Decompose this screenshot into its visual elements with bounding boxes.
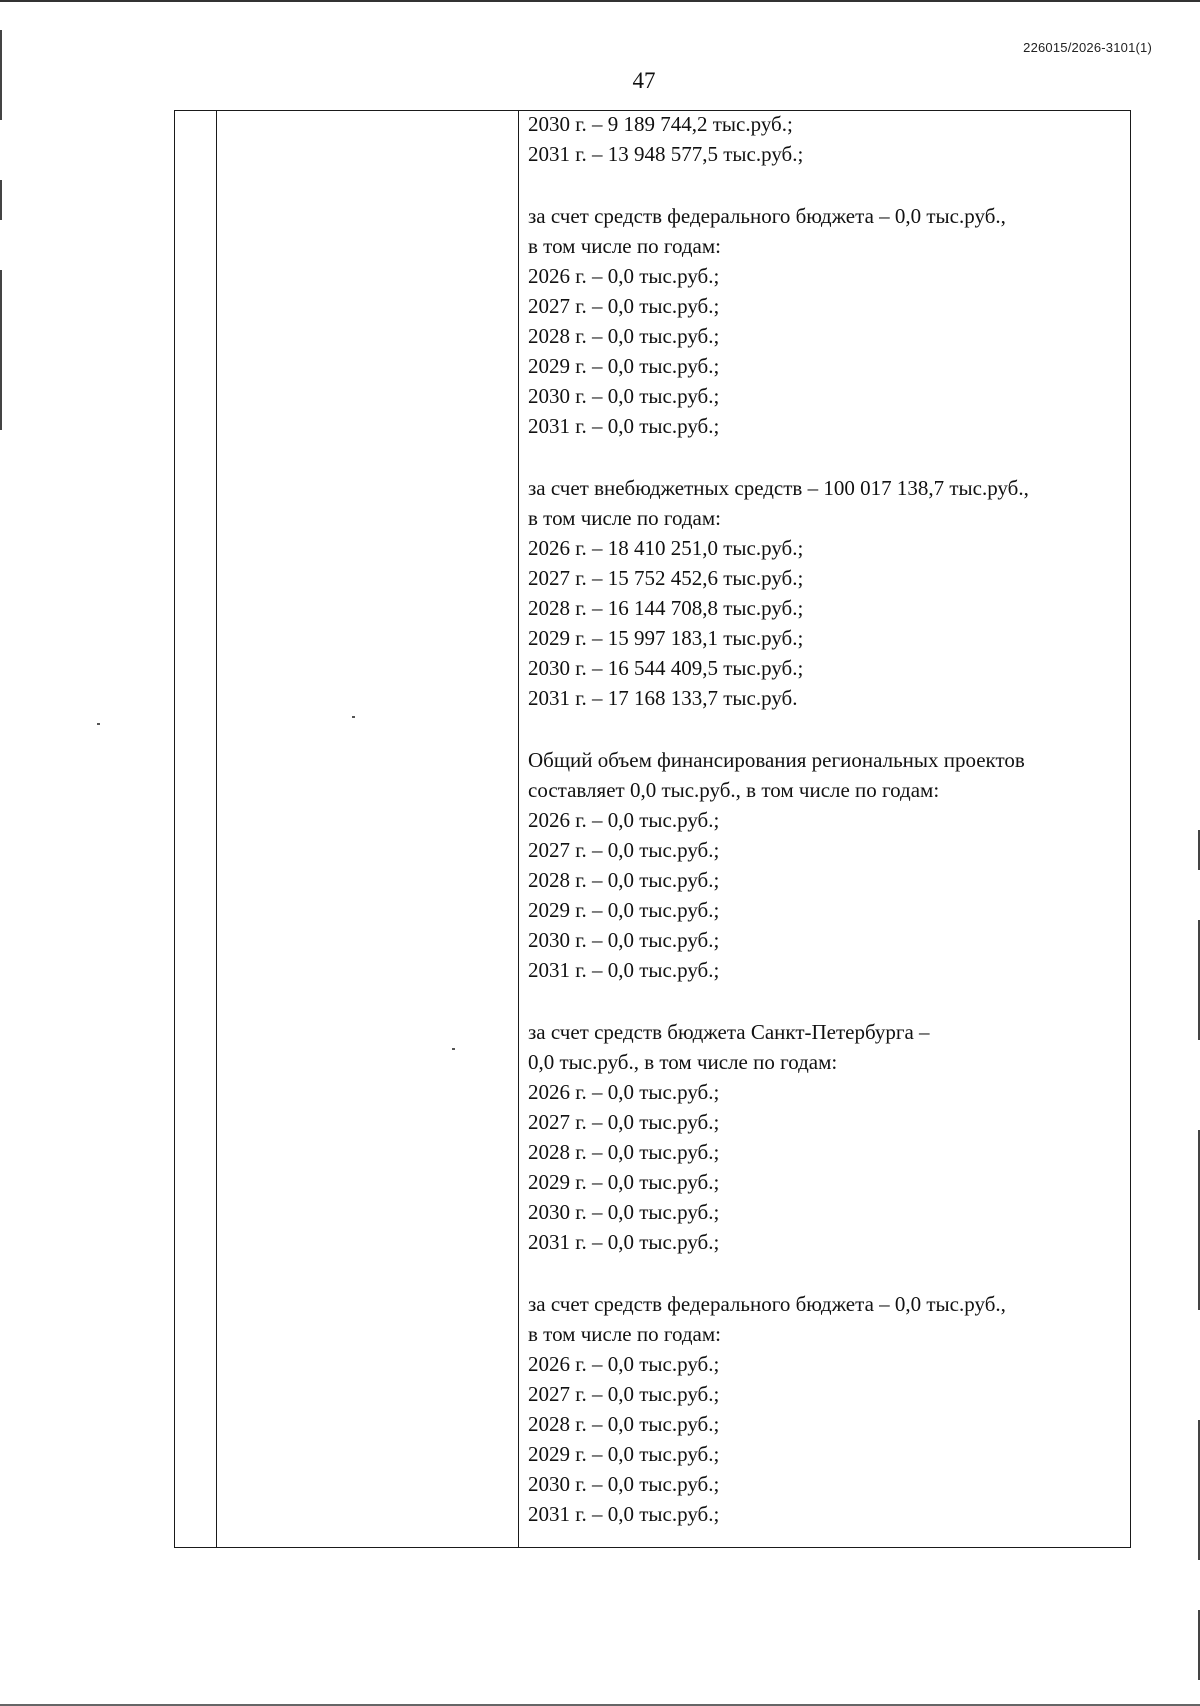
financing-line: 2029 г. – 0,0 тыс.руб.; — [528, 354, 720, 378]
scan-speck — [452, 1048, 455, 1050]
table-column-divider-2 — [518, 111, 519, 1547]
financing-line: 2027 г. – 0,0 тыс.руб.; — [528, 294, 720, 318]
financing-line: 2029 г. – 0,0 тыс.руб.; — [528, 1170, 720, 1194]
financing-line: 2028 г. – 0,0 тыс.руб.; — [528, 868, 720, 892]
financing-line: 2026 г. – 0,0 тыс.руб.; — [528, 808, 720, 832]
scan-edge-mark — [0, 270, 2, 430]
financing-line: 2027 г. – 0,0 тыс.руб.; — [528, 838, 720, 862]
financing-line: 2028 г. – 16 144 708,8 тыс.руб.; — [528, 596, 804, 620]
financing-line: 2026 г. – 18 410 251,0 тыс.руб.; — [528, 536, 804, 560]
scan-edge-mark — [0, 30, 2, 120]
document-id: 226015/2026-3101(1) — [1023, 40, 1152, 55]
financing-line: в том числе по годам: — [528, 234, 721, 258]
financing-section — [528, 201, 1123, 441]
financing-table — [174, 110, 1131, 1548]
financing-line: 2027 г. – 0,0 тыс.руб.; — [528, 1382, 720, 1406]
financing-line: 2030 г. – 0,0 тыс.руб.; — [528, 384, 720, 408]
scan-edge-mark — [0, 180, 2, 220]
financing-line: за счет внебюджетных средств – 100 017 138,7 тыс.руб., — [528, 476, 1029, 500]
financing-line: за счет средств бюджета Санкт-Петербурга – — [528, 1020, 930, 1044]
financing-line: 2026 г. – 0,0 тыс.руб.; — [528, 264, 720, 288]
financing-line: 2029 г. – 0,0 тыс.руб.; — [528, 1442, 720, 1466]
scan-top-edge — [0, 0, 1200, 2]
financing-line: 2031 г. – 17 168 133,7 тыс.руб. — [528, 686, 798, 710]
financing-section — [528, 1289, 1123, 1529]
financing-line: за счет средств федерального бюджета – 0,0 тыс.руб., — [528, 1292, 1006, 1316]
financing-section — [528, 745, 1123, 985]
financing-line: Общий объем финансирования региональных проектов — [528, 748, 1025, 772]
financing-section — [528, 109, 1123, 169]
financing-line: за счет средств федерального бюджета – 0,0 тыс.руб., — [528, 204, 1006, 228]
financing-line: в том числе по годам: — [528, 1322, 721, 1346]
financing-line: 2031 г. – 0,0 тыс.руб.; — [528, 414, 720, 438]
financing-line: составляет 0,0 тыс.руб., в том числе по годам: — [528, 778, 940, 802]
financing-line: 2027 г. – 0,0 тыс.руб.; — [528, 1110, 720, 1134]
financing-line: 2030 г. – 0,0 тыс.руб.; — [528, 928, 720, 952]
financing-line: 2029 г. – 15 997 183,1 тыс.руб.; — [528, 626, 804, 650]
table-column-divider-1 — [216, 111, 217, 1547]
financing-line: 2028 г. – 0,0 тыс.руб.; — [528, 1140, 720, 1164]
financing-line: 2030 г. – 16 544 409,5 тыс.руб.; — [528, 656, 804, 680]
financing-line: 2029 г. – 0,0 тыс.руб.; — [528, 898, 720, 922]
financing-line: 2028 г. – 0,0 тыс.руб.; — [528, 1412, 720, 1436]
financing-line: 2026 г. – 0,0 тыс.руб.; — [528, 1352, 720, 1376]
financing-line: 2030 г. – 0,0 тыс.руб.; — [528, 1200, 720, 1224]
page-number: 47 — [632, 68, 656, 93]
financing-line: 2031 г. – 0,0 тыс.руб.; — [528, 958, 720, 982]
financing-line: 2030 г. – 0,0 тыс.руб.; — [528, 1472, 720, 1496]
financing-line: 2030 г. – 9 189 744,2 тыс.руб.; — [528, 112, 793, 136]
financing-line: в том числе по годам: — [528, 506, 721, 530]
financing-line: 0,0 тыс.руб., в том числе по годам: — [528, 1050, 838, 1074]
financing-line: 2028 г. – 0,0 тыс.руб.; — [528, 324, 720, 348]
financing-cell — [528, 109, 1123, 1529]
financing-line: 2026 г. – 0,0 тыс.руб.; — [528, 1080, 720, 1104]
financing-line: 2027 г. – 15 752 452,6 тыс.руб.; — [528, 566, 804, 590]
scan-speck — [352, 716, 355, 718]
financing-section — [528, 1017, 1123, 1257]
financing-line: 2031 г. – 0,0 тыс.руб.; — [528, 1502, 720, 1526]
financing-section — [528, 473, 1123, 713]
financing-line: 2031 г. – 13 948 577,5 тыс.руб.; — [528, 142, 804, 166]
scan-speck — [97, 723, 100, 725]
financing-line: 2031 г. – 0,0 тыс.руб.; — [528, 1230, 720, 1254]
